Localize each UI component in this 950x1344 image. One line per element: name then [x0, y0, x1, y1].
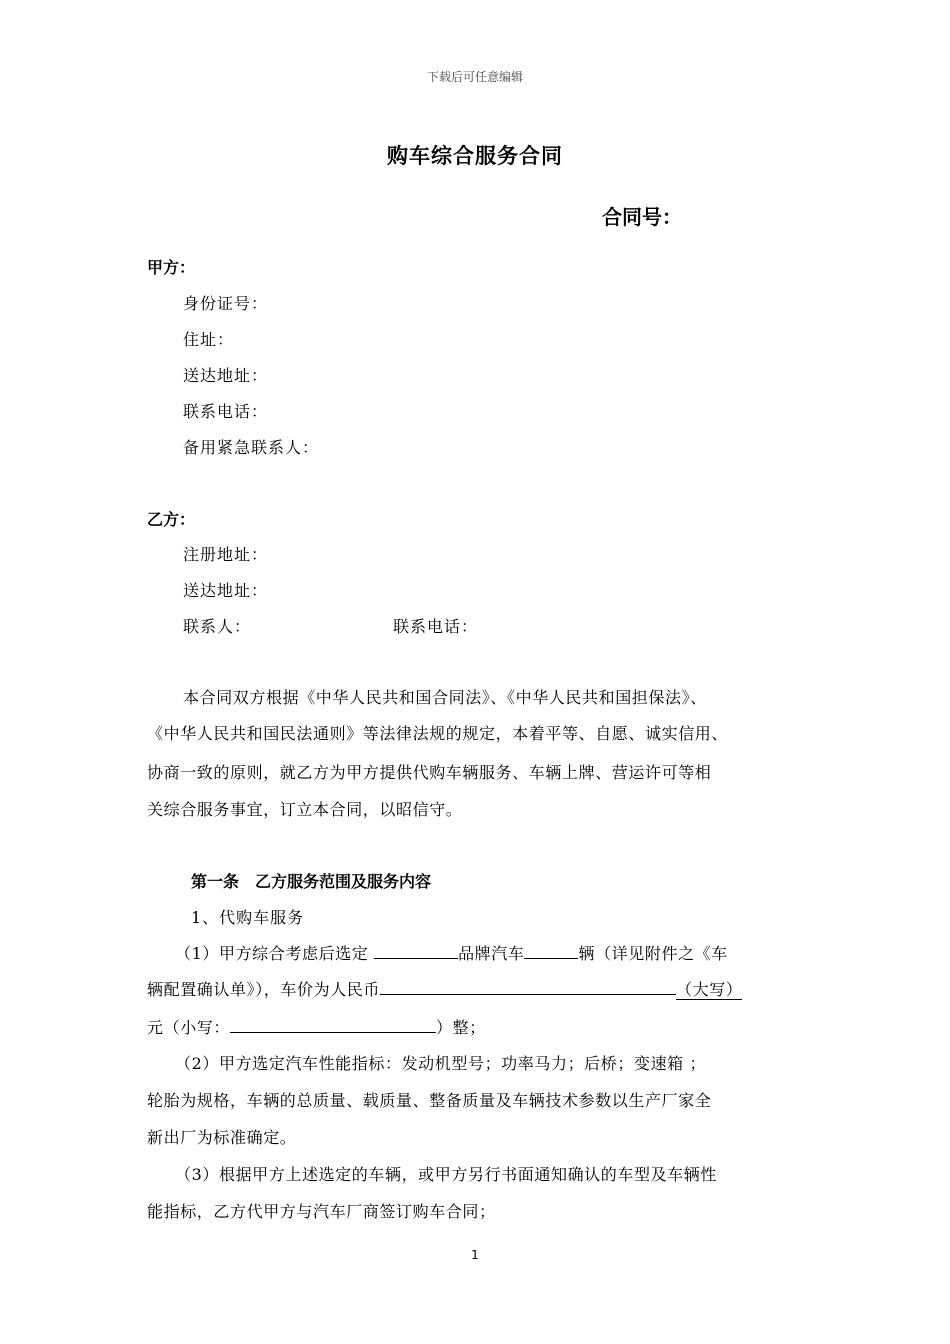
preamble-line-4: 关综合服务事宜，订立本合同，以昭信守。 [147, 800, 463, 819]
party-b-phone-field: 联系电话： [393, 617, 479, 636]
price-blank [380, 978, 676, 995]
contract-number-label: 合同号： [602, 205, 682, 229]
party-a-address-field: 住址： [183, 330, 235, 349]
quantity-blank [524, 942, 578, 959]
party-a-phone-field: 联系电话： [183, 402, 269, 421]
article-1-item-2-line-3: 新出厂为标准确定。 [147, 1128, 297, 1147]
item-1-line-3-text-a: 元（小写： [147, 1018, 231, 1037]
party-a-heading: 甲方： [147, 258, 196, 277]
party-a-emergency-contact-field: 备用紧急联系人： [183, 438, 320, 457]
item-1-line-2-text: 辆配置确认单》），车价为人民币 [147, 980, 381, 999]
party-b-heading: 乙方： [147, 510, 196, 529]
preamble-line-2: 《中华人民共和国民法通则》等法律法规的规定，本着平等、自愿、诚实信用、 [147, 724, 729, 743]
article-1-item-1-line-3 [147, 1015, 486, 1038]
uppercase-label: （大写） [676, 980, 743, 999]
party-b-registered-address-field: 注册地址： [183, 545, 269, 564]
page-header: 下载后可任意编辑 [426, 70, 523, 84]
brand-blank [374, 942, 458, 959]
article-1-item-2-line-1: （2）甲方选定汽车性能指标：发动机型号；功率马力；后桥；变速箱 ； [175, 1054, 707, 1073]
page-number: 1 [471, 1248, 479, 1262]
article-1-item-3-line-1: （3）根据甲方上述选定的车辆，或甲方另行书面通知确认的车型及车辆性 [175, 1165, 717, 1184]
party-a-delivery-address-field: 送达地址： [183, 366, 269, 385]
item-1-text-b: 品牌汽车 [458, 944, 525, 963]
document-title: 购车综合服务合同 [387, 144, 563, 168]
article-1-sub-1: 1、代购车服务 [191, 908, 305, 927]
article-1-item-1-line-1 [175, 941, 728, 964]
item-1-text-c: 辆（详见附件之《车 [578, 944, 728, 963]
article-1-item-1-line-2 [147, 977, 742, 1000]
lowercase-price-blank [230, 1016, 436, 1033]
party-b-contact-field: 联系人： [183, 617, 252, 636]
item-1-text-a: （1）甲方综合考虑后选定 [175, 944, 375, 963]
article-1-item-3-line-2: 能指标，乙方代甲方与汽车厂商签订购车合同； [147, 1202, 496, 1221]
preamble-line-1: 本合同双方根据《中华人民共和国合同法》、《中华人民共和国担保法》、 [183, 688, 707, 707]
party-b-delivery-address-field: 送达地址： [183, 581, 269, 600]
party-a-id-field: 身份证号： [183, 294, 269, 313]
preamble-line-3: 协商一致的原则，就乙方为甲方提供代购车辆服务、车辆上牌、营运许可等相 [147, 763, 712, 782]
article-1-heading: 第一条 乙方服务范围及服务内容 [191, 872, 432, 891]
item-1-line-3-text-b: ）整； [436, 1018, 486, 1037]
article-1-item-2-line-2: 轮胎为规格，车辆的总质量、载质量、整备质量及车辆技术参数以生产厂家全 [147, 1091, 712, 1110]
